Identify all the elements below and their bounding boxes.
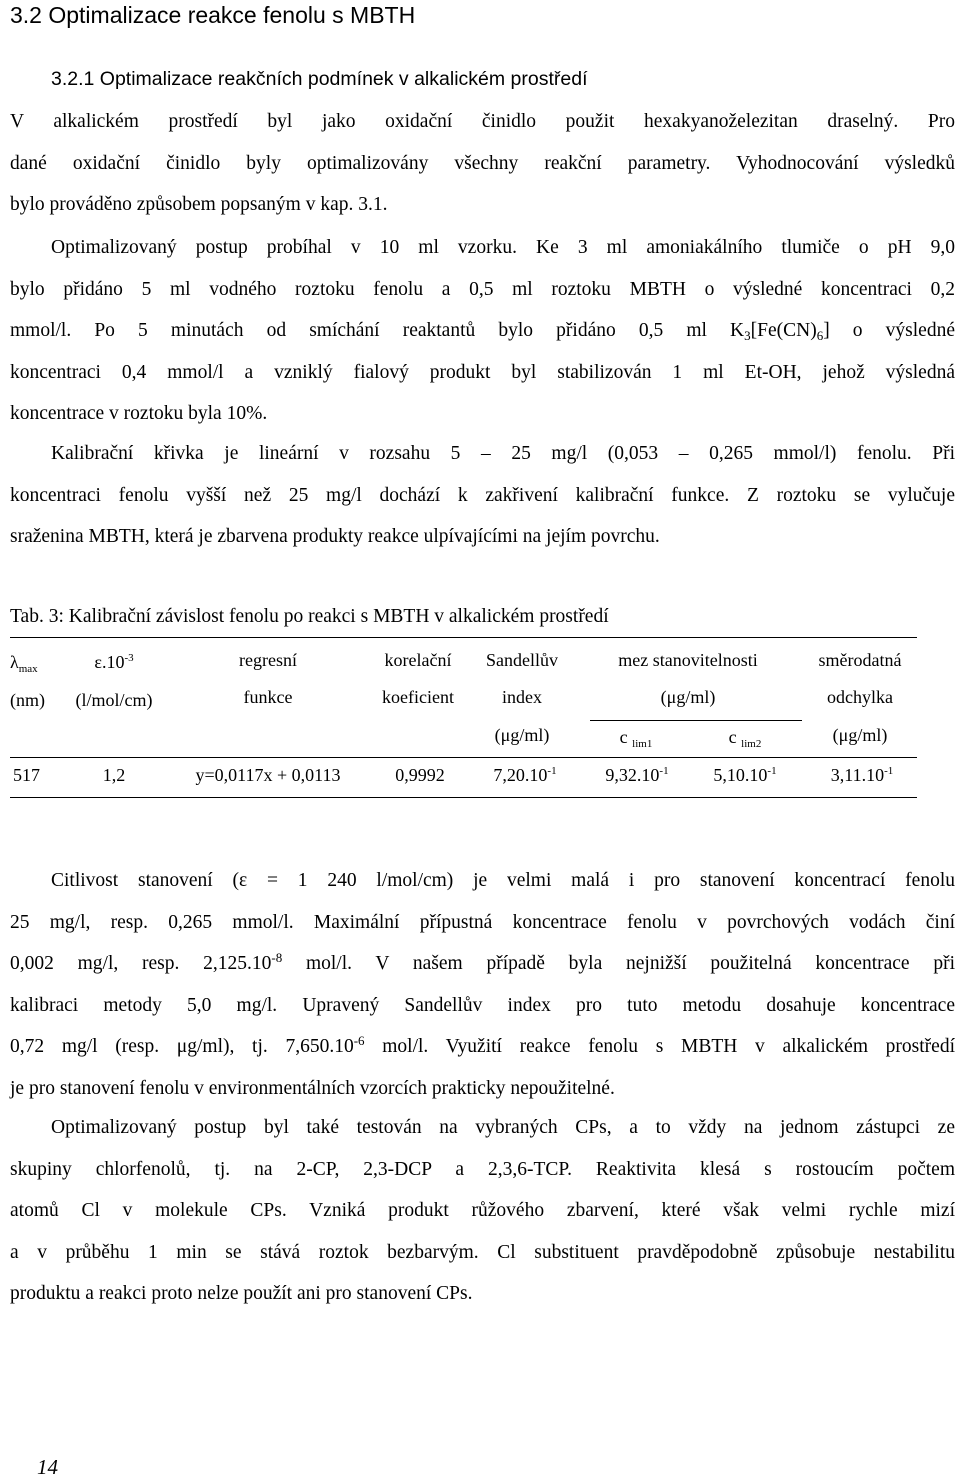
procedure-line: bylo přidáno 5 ml vodného roztoku fenolu a 0,5 ml roztoku MBTH o výsledné koncentraci 0,2 — [10, 278, 955, 300]
table-top-rule — [10, 637, 917, 638]
calibration-line: koncentraci fenolu vyšší než 25 mg/l dochází k zakřivení kalibrační funkce. Z roztoku se vylučuje — [10, 484, 955, 506]
section-heading: 3.2 Optimalizace reakce fenolu s MBTH — [10, 2, 416, 28]
header-sandell: index — [502, 687, 542, 707]
header-lambda-unit: (nm) — [10, 690, 45, 710]
intro-line: V alkalickém prostředí byl jako oxidační činidlo použit hexakyanoželezitan draselný. Pro — [10, 111, 955, 132]
header-detection-limit: mez stanovitelnosti — [618, 650, 758, 670]
header-epsilon-unit: (l/mol/cm) — [75, 690, 153, 710]
limit-subheader-rule — [590, 720, 802, 721]
procedure-line: koncentrace v roztoku byla 10%. — [10, 403, 268, 424]
table-cell-lambda: 517 — [13, 765, 40, 785]
sensitivity-line: 0,72 mg/l (resp. μg/ml), tj. $7,650.10^{-6}$ mol/l. Využití reakce fenolu s MBTH v alkalickém prostředí — [10, 1033, 955, 1057]
header-regression: funkce — [243, 687, 293, 707]
header-correlation: korelační — [384, 650, 452, 670]
table-cell-correlation: 0,9992 — [395, 765, 445, 785]
procedure-line: Optimalizovaný postup probíhal v 10 ml vzorku. Ke 3 ml amoniakálního tlumiče o pH 9,0 — [51, 237, 955, 258]
chlorophenol-line: skupiny chlorfenolů, tj. na 2-CP, 2,3-DCP a 2,3,6-TCP. Reaktivita klesá s rostoucím počtem — [10, 1158, 955, 1180]
calibration-line: Kalibrační křivka je lineární v rozsahu 5 – 25 mg/l (0,053 – 0,265 mmol/l) fenolu. Při — [51, 443, 955, 464]
sensitivity-line: 0,002 mg/l, resp. $2,125.10^{-8}$ mol/l. V našem případě byla nejnižší použitelná koncentrace při — [10, 950, 955, 974]
procedure-line: koncentraci 0,4 mmol/l a vzniklý fialový produkt byl stabilizován 1 ml Et-OH, jehož výsledná — [10, 361, 955, 383]
chlorophenol-paragraph — [10, 1107, 955, 1315]
header-detection-limit-unit: (μg/ml) — [660, 687, 716, 707]
intro-line: bylo prováděno způsobem popsaným v kap. 3.1. — [10, 194, 388, 215]
table-cell-clim2: $5,10.10^{-1}$ — [713, 765, 777, 785]
calibration-line: sraženina MBTH, která je zbarvena produkty reakce ulpívajícími na jejím povrchu. — [10, 526, 660, 547]
header-bottom-rule — [10, 757, 917, 758]
header-sandell: Sandellův — [486, 650, 558, 670]
procedure-line: mmol/l. Po 5 minutách od smíchání reaktantů bylo přidáno 0,5 ml $K_3[Fe(CN)_6]$ o výsledné — [10, 320, 955, 343]
chlorophenol-line: atomů Cl v molekule CPs. Vzniká produkt růžového zbarvení, které však velmi rychle mizí — [10, 1200, 955, 1221]
sensitivity-line: kalibraci metody 5,0 mg/l. Upravený Sandellův index pro tuto metodu dosahuje koncentrace — [10, 994, 955, 1016]
header-std-dev-unit: (μg/ml) — [832, 725, 888, 745]
sensitivity-paragraph — [10, 860, 955, 1109]
header-epsilon: $\varepsilon.10^{-3}$ — [94, 652, 134, 672]
header-clim2: c $_{lim2}$ — [728, 727, 762, 750]
intro-line: dané oxidační činidlo byly optimalizovány všechny reakční parametry. Vyhodnocování výsledků — [10, 152, 955, 174]
header-std-dev: směrodatná — [818, 650, 902, 670]
table-cell-std-dev: $3,11.10^{-1}$ — [830, 765, 894, 785]
table-cell-sandell: $7,20.10^{-1}$ — [493, 765, 557, 785]
header-regression: regresní — [239, 650, 297, 670]
header-clim1: c $_{lim1}$ — [619, 727, 653, 750]
page-number: 14 — [37, 1455, 58, 1479]
table-cell-clim1: $9,32.10^{-1}$ — [605, 765, 669, 785]
header-correlation: koeficient — [382, 687, 454, 707]
chlorophenol-line: a v průběhu 1 min se stává roztok bezbarvým. Cl substituent pravděpodobně způsobuje nestabilitu — [10, 1241, 955, 1263]
table-bottom-rule — [10, 797, 917, 798]
table-cell-epsilon: 1,2 — [102, 765, 126, 785]
header-lambda: $\lambda_{max}$ — [10, 652, 38, 675]
table-cell-regression: y=0,0117x + 0,0113 — [195, 765, 341, 785]
table-caption: Tab. 3: Kalibrační závislost fenolu po reakci s MBTH v alkalickém prostředí — [10, 606, 609, 627]
sensitivity-line: 25 mg/l, resp. 0,265 mmol/l. Maximální přípustná koncentrace fenolu v povrchových vodách činí — [10, 911, 955, 933]
sensitivity-line: Citlivost stanovení (ε = 1 240 l/mol/cm) je velmi malá i pro stanovení koncentrací fenolu — [51, 870, 955, 891]
chlorophenol-line: Optimalizovaný postup byl také testován na vybraných CPs, a to vždy na jednom zástupci ze — [51, 1117, 955, 1138]
header-std-dev: odchylka — [827, 687, 893, 707]
subsection-heading: 3.2.1 Optimalizace reakčních podmínek v alkalickém prostředí — [51, 68, 588, 90]
header-sandell-unit: (μg/ml) — [494, 725, 550, 745]
sensitivity-line: je pro stanovení fenolu v environmentálních vzorcích prakticky nepoužitelné. — [10, 1077, 615, 1099]
chlorophenol-line: produktu a reakci proto nelze použít ani pro stanovení CPs. — [10, 1283, 473, 1304]
